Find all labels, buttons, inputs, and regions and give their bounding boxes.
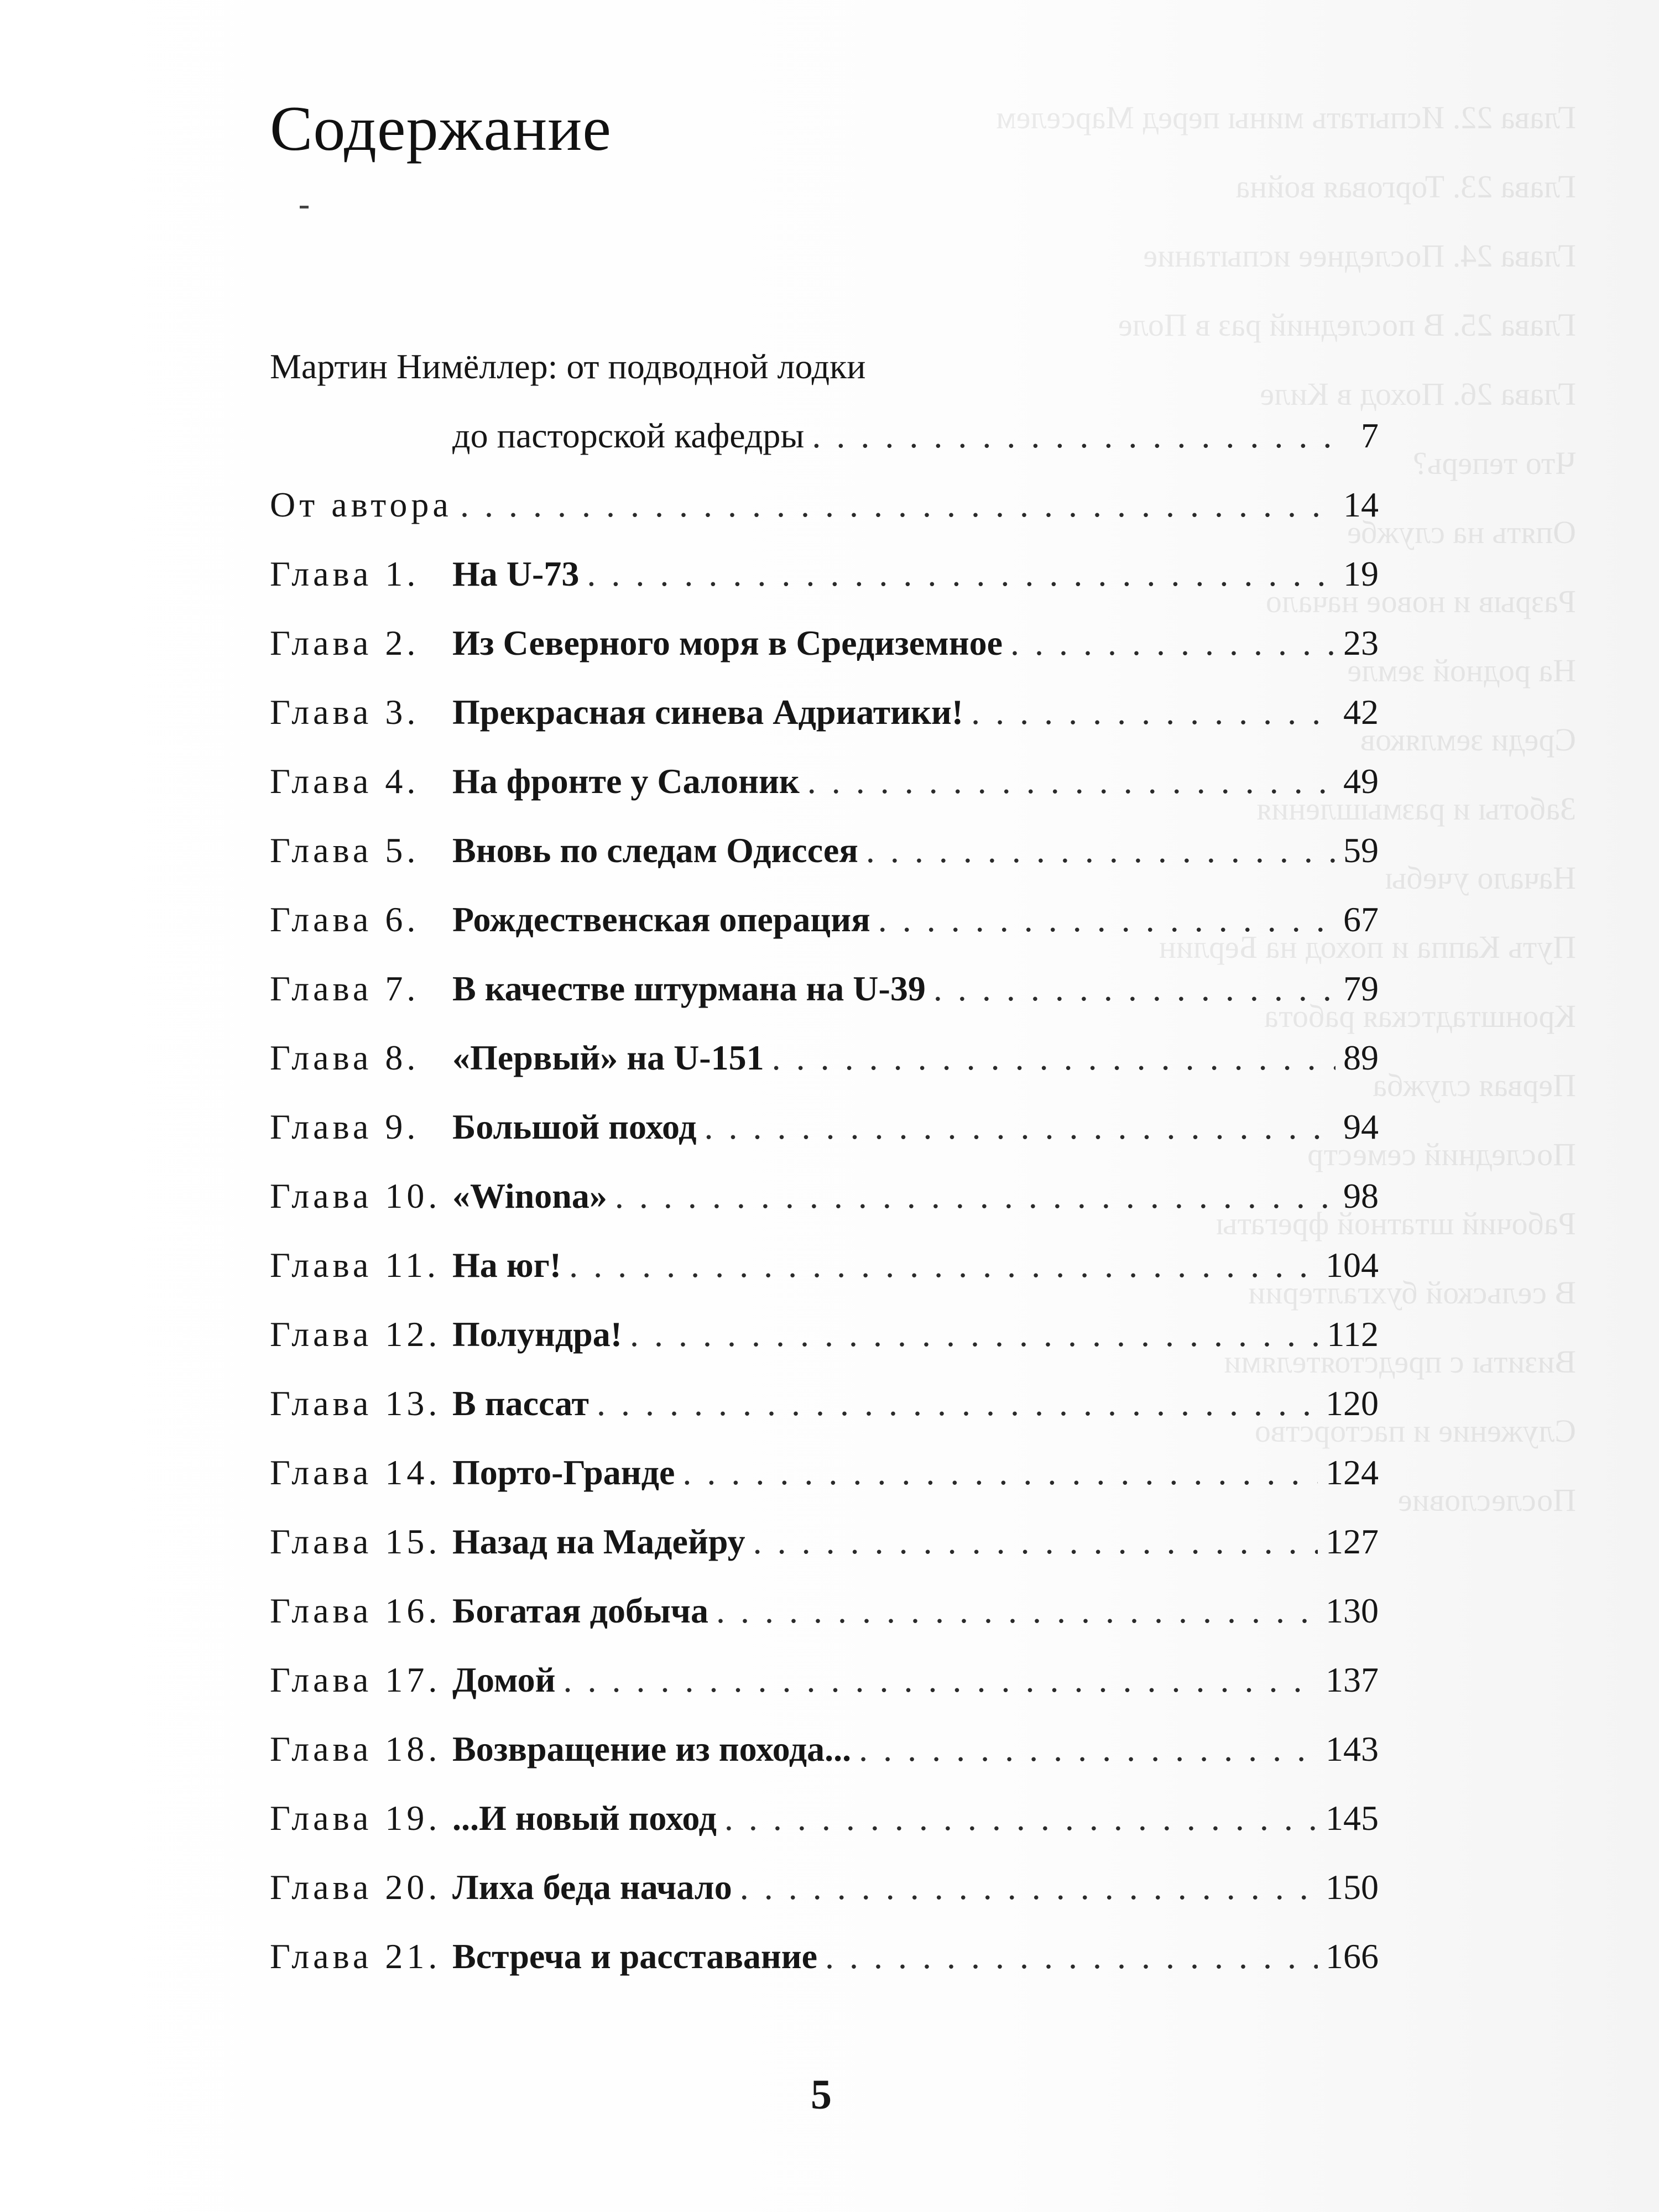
toc-entry xyxy=(270,1576,1379,1645)
toc-page-number: 120 xyxy=(1326,1384,1379,1423)
dot-leader xyxy=(772,1023,1335,1092)
toc-entry xyxy=(270,1507,1379,1576)
dot-leader xyxy=(933,954,1335,1023)
toc-entry xyxy=(270,1300,1379,1369)
toc-chapter-label: Глава 14. xyxy=(270,1453,441,1492)
toc-chapter-label: Глава 20. xyxy=(270,1867,441,1907)
toc-page-number: 7 xyxy=(1361,416,1379,455)
toc-chapter-label: Глава 18. xyxy=(270,1729,441,1768)
toc-page-number: 59 xyxy=(1343,831,1379,870)
toc-page-number: 130 xyxy=(1326,1591,1379,1630)
toc-entry xyxy=(270,1161,1379,1230)
page-title: Содержание xyxy=(270,93,612,164)
toc-chapter-label: Глава 11. xyxy=(270,1245,440,1285)
dash-mark xyxy=(300,206,309,208)
toc-page-number: 166 xyxy=(1326,1937,1379,1976)
toc-page-number: 49 xyxy=(1343,761,1379,801)
toc-page-number: 42 xyxy=(1343,692,1379,732)
dot-leader xyxy=(460,470,1335,539)
toc-entry xyxy=(270,677,1379,747)
dot-leader xyxy=(859,1714,1318,1783)
toc-chapter-label: Глава 19. xyxy=(270,1798,441,1838)
dot-leader xyxy=(724,1783,1318,1853)
toc-entry xyxy=(270,1645,1379,1714)
toc-page-number: 89 xyxy=(1343,1038,1379,1077)
toc-entry-title: Домой xyxy=(452,1660,556,1699)
toc-entry xyxy=(270,1922,1379,1991)
toc-entry-title: На юг! xyxy=(452,1245,562,1285)
toc-entry xyxy=(270,1092,1379,1161)
show-through-text: Глава 22. Испытать мины перед Марселем Глава 23. Торговая война Глава 24. Последнее испытание Глава 25. В последний раз в Поле Глава 26. Поход в Киле Что теперь? Опять на службе Разрыв и новое начало На родной земле Среди земляков Заботы и размышления Начало учебы Путь Каппа и поход на Берлин Кронштадтская работа Первая служба Последний семестр Рабочий штатной фрегаты В сельской бухгалтерии Визиты с предстоятелями Служение и пасторство Послесловие xyxy=(996,100,1576,1518)
toc-entry-title: Полундра! xyxy=(452,1314,622,1354)
dot-leader xyxy=(563,1645,1318,1714)
dot-leader xyxy=(1010,608,1335,677)
toc-entry xyxy=(270,816,1379,885)
toc-chapter-label: Глава 9. xyxy=(270,1107,420,1146)
toc-chapter-label: Глава 17. xyxy=(270,1660,441,1699)
dot-leader xyxy=(825,1922,1318,1991)
toc-chapter-label: Глава 6. xyxy=(270,900,420,939)
dot-leader xyxy=(971,677,1335,747)
toc-page-number: 94 xyxy=(1343,1107,1379,1146)
toc-entry-title: до пасторской кафедры xyxy=(452,416,805,455)
toc-page-number: 67 xyxy=(1343,900,1379,939)
toc-chapter-label: Глава 21. xyxy=(270,1937,441,1976)
dot-leader xyxy=(878,885,1335,954)
table-of-contents xyxy=(270,332,1379,1991)
dot-leader xyxy=(866,816,1335,885)
toc-entry-title: На фронте у Салоник xyxy=(452,761,800,801)
toc-chapter-label: Глава 4. xyxy=(270,761,420,801)
toc-page-number: 104 xyxy=(1326,1245,1379,1285)
toc-entry-title: Встреча и расставание xyxy=(452,1937,818,1976)
toc-entry xyxy=(270,1023,1379,1092)
toc-entry xyxy=(270,1714,1379,1783)
toc-entry-title: Назад на Мадейру xyxy=(452,1522,745,1561)
toc-entry-title: Порто-Гранде xyxy=(452,1453,675,1492)
toc-entry xyxy=(270,954,1379,1023)
toc-chapter-label: Глава 10. xyxy=(270,1176,441,1215)
toc-entry-title: Рождественская операция xyxy=(452,900,870,939)
toc-entry xyxy=(270,1853,1379,1922)
toc-page-number: 19 xyxy=(1343,554,1379,593)
toc-entry xyxy=(270,1230,1379,1300)
toc-entry xyxy=(270,747,1379,816)
toc-chapter-label: Глава 15. xyxy=(270,1522,441,1561)
toc-entry-title: «Winona» xyxy=(452,1176,607,1215)
toc-entry-title: «Первый» на U-151 xyxy=(452,1038,764,1077)
toc-page-number: 112 xyxy=(1327,1314,1379,1354)
toc-entry xyxy=(270,885,1379,954)
toc-chapter-label: Глава 8. xyxy=(270,1038,420,1077)
toc-entry xyxy=(270,1369,1379,1438)
toc-entry-title: Вновь по следам Одиссея xyxy=(452,831,858,870)
toc-entry xyxy=(270,1783,1379,1853)
toc-chapter-label: Глава 12. xyxy=(270,1314,441,1354)
dot-leader xyxy=(753,1507,1318,1576)
page-number: 5 xyxy=(811,2072,832,2118)
toc-entry-title: ...И новый поход xyxy=(452,1798,717,1838)
toc-chapter-label: Глава 5. xyxy=(270,831,420,870)
dot-leader xyxy=(615,1161,1335,1230)
toc-chapter-label: Глава 16. xyxy=(270,1591,441,1630)
dot-leader xyxy=(705,1092,1336,1161)
toc-entry-title: Мартин Нимёллер: от подводной лодки xyxy=(270,347,866,386)
toc-page-number: 127 xyxy=(1326,1522,1379,1561)
toc-page-number: 150 xyxy=(1326,1867,1379,1907)
toc-page-number: 23 xyxy=(1343,623,1379,662)
toc-entry xyxy=(270,470,1379,539)
toc-entry-title: Богатая добыча xyxy=(452,1591,708,1630)
toc-entry xyxy=(270,1438,1379,1507)
toc-chapter-label: Глава 13. xyxy=(270,1384,441,1423)
toc-entry xyxy=(270,401,1379,470)
dot-leader xyxy=(716,1576,1318,1645)
toc-entry-title: В пассат xyxy=(452,1384,589,1423)
toc-entry-title: Лиха беда начало xyxy=(452,1867,732,1907)
toc-page-number: 98 xyxy=(1343,1176,1379,1215)
dot-leader xyxy=(812,401,1338,470)
dot-leader xyxy=(569,1230,1318,1300)
dot-leader xyxy=(630,1300,1319,1369)
toc-page-number: 137 xyxy=(1326,1660,1379,1699)
toc-entry-title: Из Северного моря в Средиземное xyxy=(452,623,1003,662)
dot-leader xyxy=(597,1369,1318,1438)
toc-chapter-label: Глава 2. xyxy=(270,623,420,662)
toc-entry xyxy=(270,332,1379,401)
toc-entry xyxy=(270,608,1379,677)
toc-page-number: 145 xyxy=(1326,1798,1379,1838)
toc-page-number: 79 xyxy=(1343,969,1379,1008)
toc-chapter-label: От автора xyxy=(270,485,452,524)
dot-leader xyxy=(587,539,1335,608)
toc-chapter-label: Глава 7. xyxy=(270,969,420,1008)
toc-entry-title: На U-73 xyxy=(452,554,580,593)
toc-entry xyxy=(270,539,1379,608)
dot-leader xyxy=(682,1438,1318,1507)
toc-entry-title: В качестве штурмана на U-39 xyxy=(452,969,926,1008)
toc-page-number: 124 xyxy=(1326,1453,1379,1492)
toc-entry-title: Большой поход xyxy=(452,1107,697,1146)
dot-leader xyxy=(807,747,1335,816)
dot-leader xyxy=(740,1853,1318,1922)
toc-entry-title: Прекрасная синева Адриатики! xyxy=(452,692,964,732)
toc-chapter-label: Глава 1. xyxy=(270,554,420,593)
toc-chapter-label: Глава 3. xyxy=(270,692,420,732)
toc-entry-title: Возвращение из похода... xyxy=(452,1729,852,1768)
toc-page-number: 143 xyxy=(1326,1729,1379,1768)
toc-page-number: 14 xyxy=(1343,485,1379,524)
